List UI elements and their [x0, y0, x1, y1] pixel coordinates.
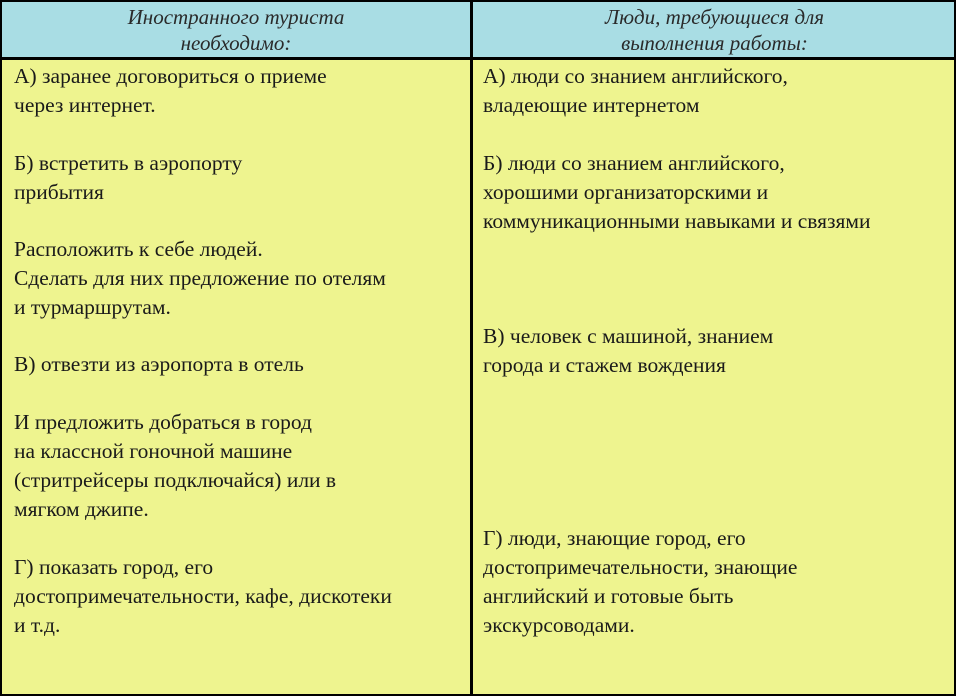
left-item-a: А) заранее договориться о приеме через интернет.	[14, 64, 327, 117]
right-item-d: Г) люди, знающие город, его достопримечательности, знающие английский и готовые быть экскурсоводами.	[483, 526, 798, 637]
column-divider	[470, 2, 473, 694]
left-item-dispose: Расположить к себе людей. Сделать для них предложение по отелям и турмаршрутам.	[14, 237, 386, 319]
header-cell-required-people	[473, 2, 956, 58]
header-text-left: Иностранного туриста необходимо:	[127, 5, 345, 55]
header-text-right: Люди, требующиеся для выполнения работы:	[604, 5, 825, 55]
right-item-c: В) человек с машиной, знанием города и стажем вождения	[483, 324, 774, 377]
table-header-row	[2, 2, 954, 60]
left-item-b: Б) встретить в аэропорту прибытия	[14, 151, 243, 204]
header-cell-tourist-needs	[2, 2, 470, 58]
left-item-offer: И предложить добраться в город на классной гоночной машине (стритрейсеры подключайся) или в мягком джипе.	[14, 410, 337, 521]
right-item-a: А) люди со знанием английского, владеющие интернетом	[483, 64, 788, 117]
left-item-d: Г) показать город, его достопримечательности, кафе, дискотеки и т.д.	[14, 555, 392, 637]
right-item-b: Б) люди со знанием английского, хорошими организаторскими и коммуникационными навыками и связями	[483, 151, 871, 233]
left-item-c: В) отвезти из аэропорта в отель	[14, 352, 304, 376]
